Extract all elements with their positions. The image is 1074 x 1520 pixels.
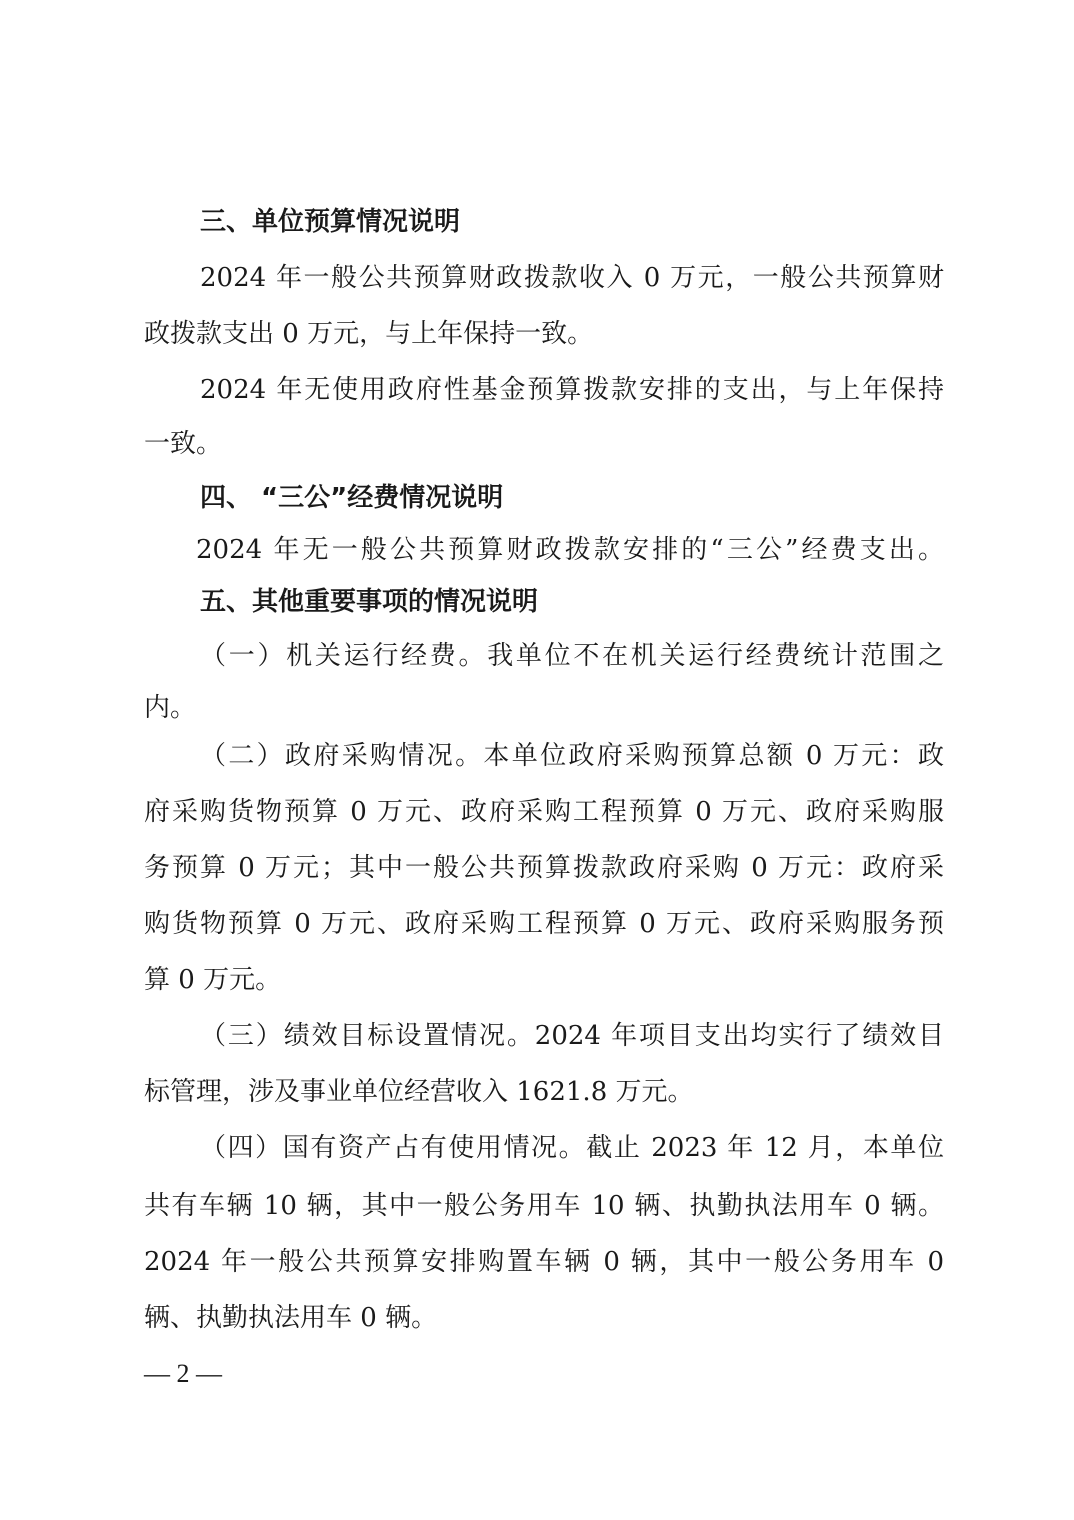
section-5-item-2-line-3: 务预算 0 万元；其中一般公共预算拨款政府采购 0 万元：政府采 <box>144 853 944 883</box>
section-5-item-2-line-2: 府采购货物预算 0 万元、政府采购工程预算 0 万元、政府采购服 <box>144 797 944 827</box>
section-5-item-4-line-3: 2024 年一般公共预算安排购置车辆 0 辆，其中一般公务用车 0 <box>144 1247 944 1277</box>
section-5-item-1-line-1: （一）机关运行经费。我单位不在机关运行经费统计范围之 <box>200 641 944 671</box>
section-5-item-4-line-1: （四）国有资产占有使用情况。截止 2023 年 12 月，本单位 <box>200 1133 944 1163</box>
section-5-item-2-line-1: （二）政府采购情况。本单位政府采购预算总额 0 万元：政 <box>200 741 944 771</box>
section-5-item-4-line-4: 辆、执勤执法用车 0 辆。 <box>144 1303 438 1333</box>
section-5-item-3-line-1: （三）绩效目标设置情况。2024 年项目支出均实行了绩效目 <box>200 1021 944 1051</box>
section-3-paragraph-1-line-2: 政拨款支出 0 万元，与上年保持一致。 <box>144 319 594 349</box>
page-number: — 2 — <box>144 1359 222 1388</box>
section-5-item-4-line-2: 共有车辆 10 辆，其中一般公务用车 10 辆、执勤执法用车 0 辆。 <box>144 1191 944 1221</box>
section-3-paragraph-2-line-2: 一致。 <box>144 429 223 459</box>
section-3-paragraph-1-line-1: 2024 年一般公共预算财政拨款收入 0 万元，一般公共预算财 <box>200 263 944 293</box>
section-4-paragraph-1: 2024 年无一般公共预算财政拨款安排的“三公”经费支出。 <box>196 535 944 565</box>
section-5-item-2-line-5: 算 0 万元。 <box>144 965 282 995</box>
section-3-heading: 三、单位预算情况说明 <box>200 207 461 237</box>
section-5-item-3-line-2: 标管理，涉及事业单位经营收入 1621.8 万元。 <box>144 1077 694 1107</box>
section-5-item-2-line-4: 购货物预算 0 万元、政府采购工程预算 0 万元、政府采购服务预 <box>144 909 944 939</box>
section-5-heading: 五、其他重要事项的情况说明 <box>200 587 539 617</box>
section-3-paragraph-2-line-1: 2024 年无使用政府性基金预算拨款安排的支出，与上年保持 <box>200 375 944 405</box>
section-4-heading: 四、 “三公”经费情况说明 <box>200 483 504 513</box>
section-5-item-1-line-2: 内。 <box>144 693 197 723</box>
